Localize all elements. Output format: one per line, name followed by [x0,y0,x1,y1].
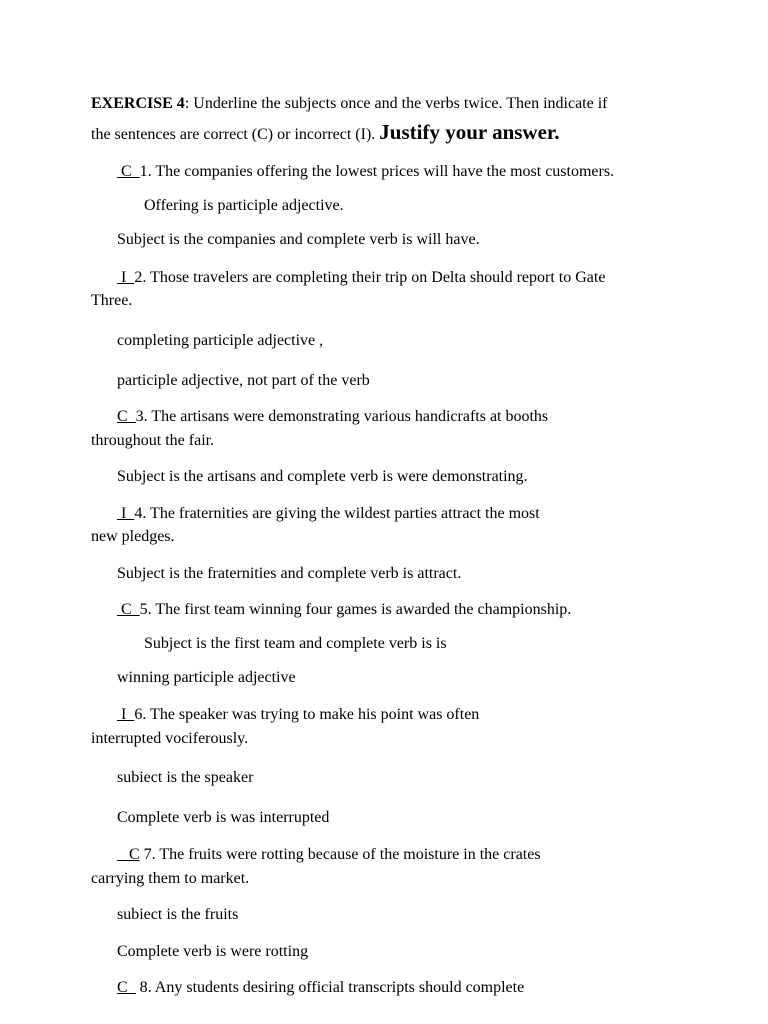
item-8-sentence: 8. Any students desiring official transcripts should complete [135,979,525,996]
item-4-sentence-cont: new pledges. [91,528,175,545]
item-6-sentence-line [117,704,479,726]
item-7-note-1: subiect is the fruits [117,906,239,923]
item-2-sentence-line [117,267,605,289]
item-4-answer-mark: I [117,505,135,522]
item-7-sentence: 7. The fruits were rotting because of the moisture in the crates [139,846,541,863]
exercise-instructions: : Underline the subjects once and the verbs twice. Then indicate if [184,95,608,112]
item-4-note-1: Subject is the fraternities and complete verb is attract. [117,565,462,582]
item-1-sentence: 1. The companies offering the lowest prices will have the most customers. [139,163,615,180]
item-2-answer-mark: I [117,269,135,286]
item-1-note-2: Subject is the companies and complete verb is will have. [117,231,480,248]
item-6-note-2: Complete verb is was interrupted [117,809,330,826]
exercise-heading-line-2 [91,121,560,146]
item-5-note-1: Subject is the first team and complete verb is is [144,635,447,652]
exercise-instructions-cont: the sentences are correct (C) or incorrect (I). [91,126,380,143]
item-1-note-1: Offering is participle adjective. [144,197,344,214]
item-8-answer-mark: C [117,979,136,996]
item-4-sentence-line [117,503,540,525]
item-5-note-2: winning participle adjective [117,669,296,686]
item-5-sentence: 5. The first team winning four games is awarded the championship. [139,601,572,618]
item-3-sentence-line [117,406,548,428]
item-7-answer-mark: C [117,846,140,863]
item-5-answer-mark: C [117,601,140,618]
item-7-note-2: Complete verb is were rotting [117,943,309,960]
exercise-label: EXERCISE 4 [91,95,185,112]
exercise-heading-line-1 [91,93,607,115]
item-6-answer-mark: I [117,706,135,723]
item-2-sentence: 2. Those travelers are completing their trip on Delta should report to Gate [134,269,606,286]
item-2-sentence-cont: Three. [91,292,133,309]
item-2-note-1: completing participle adjective , [117,332,324,349]
item-3-note-1: Subject is the artisans and complete verb is were demonstrating. [117,468,528,485]
item-2-note-2: participle adjective, not part of the verb [117,372,370,389]
exercise-emphasis: Justify your answer. [379,120,560,144]
item-6-sentence: 6. The speaker was trying to make his point was often [134,706,480,723]
item-4-sentence: 4. The fraternities are giving the wildest parties attract the most [134,505,540,522]
item-3-sentence-cont: throughout the fair. [91,432,215,449]
item-3-sentence: 3. The artisans were demonstrating various handicrafts at booths [135,408,549,425]
item-3-answer-mark: C [117,408,136,425]
item-1-sentence-line [117,161,614,183]
item-7-sentence-cont: carrying them to market. [91,870,250,887]
item-7-sentence-line [117,844,541,866]
item-1-answer-mark: C [117,163,140,180]
item-8-sentence-line [117,977,524,999]
item-6-note-1: subiect is the speaker [117,769,254,786]
item-5-sentence-line [117,599,571,621]
item-6-sentence-cont: interrupted vociferously. [91,730,249,747]
